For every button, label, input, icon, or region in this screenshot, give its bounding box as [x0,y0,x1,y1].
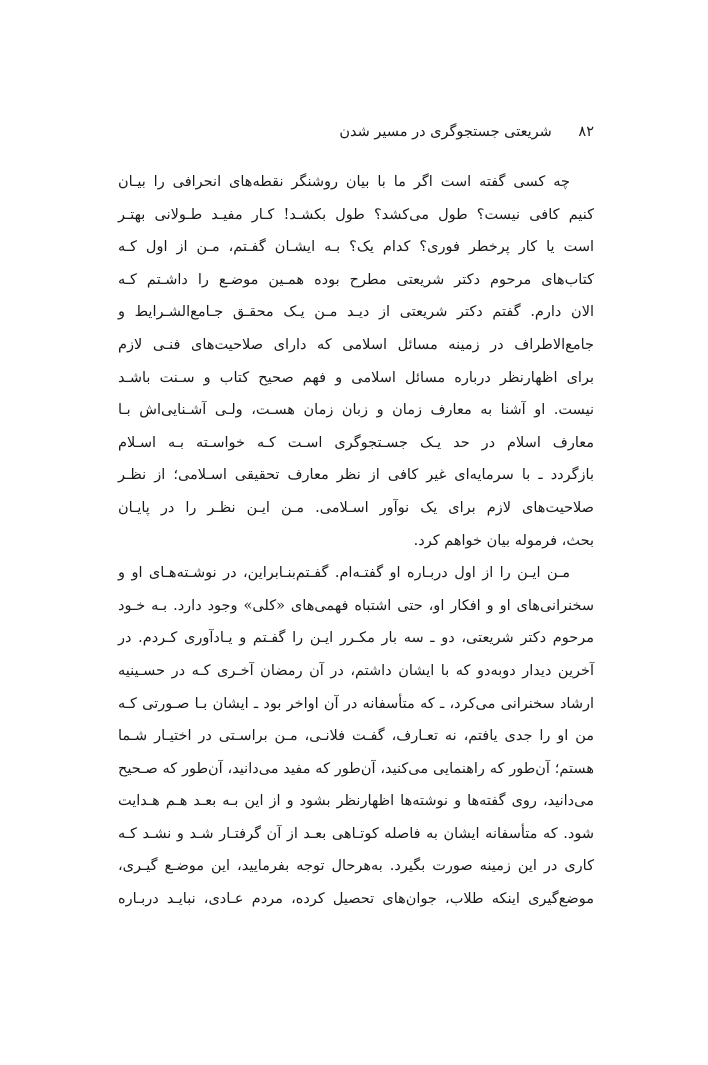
text-line: معارف اسلام در حد یـک جسـتجوگری اسـت کـه خواسـته بـه اسـلام [118,434,594,451]
text-line: آخرین دیدار دوبه‌دو که با ایشان داشتم، در آن رمضان آخـری کـه در حسـینیه [118,662,594,679]
text-line: صلاحیت‌های لازم برای یک نوآور اسـلامی. مـن ایـن نظـر را در پایـان [118,499,594,516]
text-line: کنیم کافی نیست؟ طول می‌کشد؟ طول بکشـد! کـار مفیـد طـولانی بهتـر [118,206,594,223]
running-title: شریعتی جستجوگری در مسیر شدن [339,124,552,140]
text-line: است یا کار پرخطر فوری؟ کدام یک؟ بـه ایشـان گفـتم، مـن از اول کـه [118,239,594,256]
body-text [118,166,594,916]
text-line: مـن ایـن را از اول دربـاره او گفتـه‌ام. گفـتم‌بنـابراین، در نوشـته‌هـای او و [118,565,570,582]
text-line: کاری در این زمینه صورت بگیرد. به‌هرحال توجه بفرمایید، این موضـع گیـری، [118,858,594,875]
paragraph-1 [118,166,594,557]
text-line: الان دارم. گفتم دکتر شریعتی از دیـد مـن یـک محقـق جـامع‌الشـرایط و [118,304,594,321]
text-line: بازگردد ـ با سرمایه‌ای غیر کافی از نظر معارف تحقیقی اسـلامی؛ از نظـر [118,467,594,484]
text-line: سخنرانی‌های او و افکار او، حتی اشتباه فهمی‌های «کلی» وجود دارد. بـه خـود [118,597,594,614]
text-line: مرحوم دکتر شریعتی، دو ـ سه بار مکـرر ایـن را گفـتم و یـادآوری کـردم. در [118,630,594,647]
page-number: ۸۲ [578,124,594,140]
text-line: برای اظهارنظر درباره مسائل اسلامی و فهم صحیح کتاب و سـنت باشـد [118,369,594,386]
text-line: می‌دانید، روی گفته‌ها و نوشته‌ها اظهارنظر بشود و از این بـه بعـد هـم هـدایت [118,793,594,810]
text-line: نیست. او آشنا به معارف زمان و زبان زمان هسـت، ولـی آشـنایی‌اش بـا [118,402,594,419]
paragraph-2 [118,557,594,916]
text-line: چه کسی گفته است اگر ما با بیان روشنگر نقطه‌های انحرافی را بیـان [118,174,570,190]
text-line: کتاب‌های مرحوم دکتر شریعتی مطرح بوده همـین موضـع را داشـتم کـه [118,271,594,288]
text-line: جامع‌الاطراف در زمینه مسائل اسلامی که دارای صلاحیت‌های فنـی لازم [118,336,594,353]
text-line: ارشاد سخنرانی می‌کرد، ـ که متأسفانه در آن اواخر بود ـ ایشان بـا صـورتی کـه [118,695,594,712]
text-line: هستم؛ آن‌طور که راهنمایی می‌کنید، آن‌طور که مفید می‌دانید، آن‌طور که صـحیح [118,760,594,777]
text-line: موضع‌گیری اینکه طلاب، جوان‌های تحصیل کرده، مردم عـادی، نبایـد دربـاره [118,891,594,908]
page-header [118,120,594,144]
text-line: بحث، فرموله بیان خواهم کرد. [413,532,594,549]
text-line: من او را جدی یافتم، نه تعـارف، گفـت فلانـی، مـن براسـتی در اختیـار شـما [118,728,594,745]
text-line: شود. که متأسفانه ایشان به فاصله کوتـاهی بعـد از آن گرفتـار شـد و نشـد کـه [118,825,594,842]
